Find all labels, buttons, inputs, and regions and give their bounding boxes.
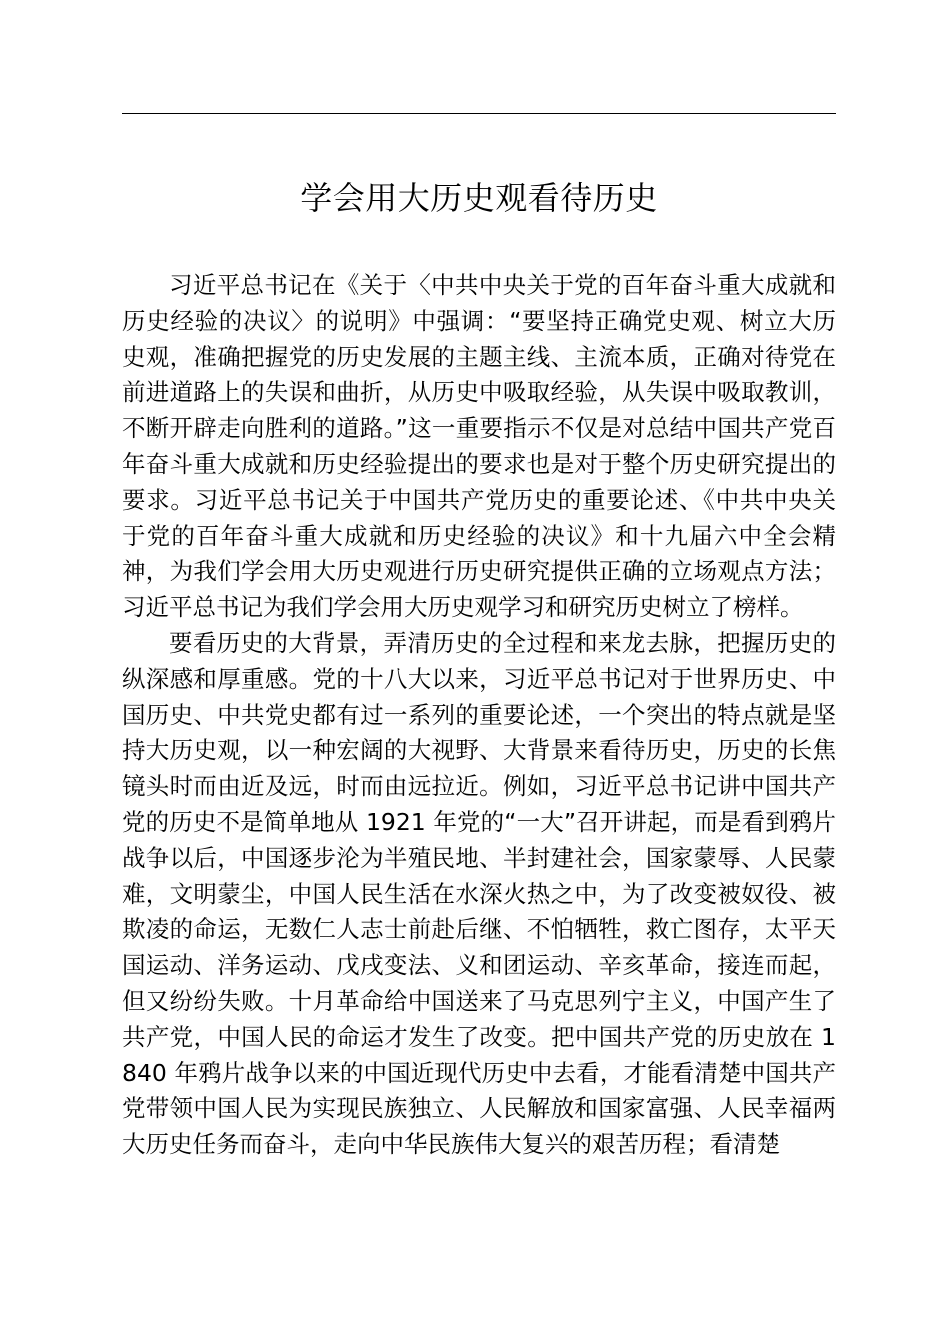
paragraph-2: 要看历史的大背景，弄清历史的全过程和来龙去脉，把握历史的纵深感和厚重感。党的十八大以来，习近平总书记对于世界历史、中国历史、中共党史都有过一系列的重要论述，一个突出的特点就是坚持大历史观，以一种宏阔的大视野、大背景来看待历史，历史的长焦镜头时而由近及远，时而由远拉近。例如，习近平总书记讲中国共产党的历史不是简单地从 1921 年党的“一大”召开讲起，而是看到鸦片战争以后，中国逐步沦为半殖民地、半封建社会，国家蒙辱、人民蒙难，文明蒙尘，中国人民生活在水深火热之中，为了改变被奴役、被欺凌的命运，无数仁人志士前赴后继、不怕牺牲，救亡图存，太平天国运动、洋务运动、戊戌变法、义和团运动、辛亥革命，接连而起，但又纷纷失败。十月革命给中国送来了马克思列宁主义，中国产生了共产党，中国人民的命运才发生了改变。把中国共产党的历史放在 1840 年鸦片战争以来的中国近现代历史中去看，才能看清楚中国共产党带领中国人民为实现民族独立、人民解放和国家富强、人民幸福两大历史任务而奋斗，走向中华民族伟大复兴的艰苦历程；看清楚 [122, 628, 836, 1159]
header-divider [122, 113, 836, 114]
article-title: 学会用大历史观看待历史 [300, 179, 658, 217]
paragraph-1: 习近平总书记在《关于〈中共中央关于党的百年奋斗重大成就和历史经验的决议〉的说明》中强调：“要坚持正确党史观、树立大历史观，准确把握党的历史发展的主题主线、主流本质，正确对待党在前进道路上的失误和曲折，从历史中吸取经验，从失误中吸取教训，不断开辟走向胜利的道路。”这一重要指示不仅是对总结中国共产党百年奋斗重大成就和历史经验提出的要求也是对于整个历史研究提出的要求。习近平总书记关于中国共产党历史的重要论述、《中共中央关于党的百年奋斗重大成就和历史经验的决议》和十九届六中全会精神，为我们学会用大历史观进行历史研究提供正确的立场观点方法；习近平总书记为我们学会用大历史观学习和研究历史树立了榜样。 [122, 271, 836, 622]
article-body [122, 268, 836, 1163]
